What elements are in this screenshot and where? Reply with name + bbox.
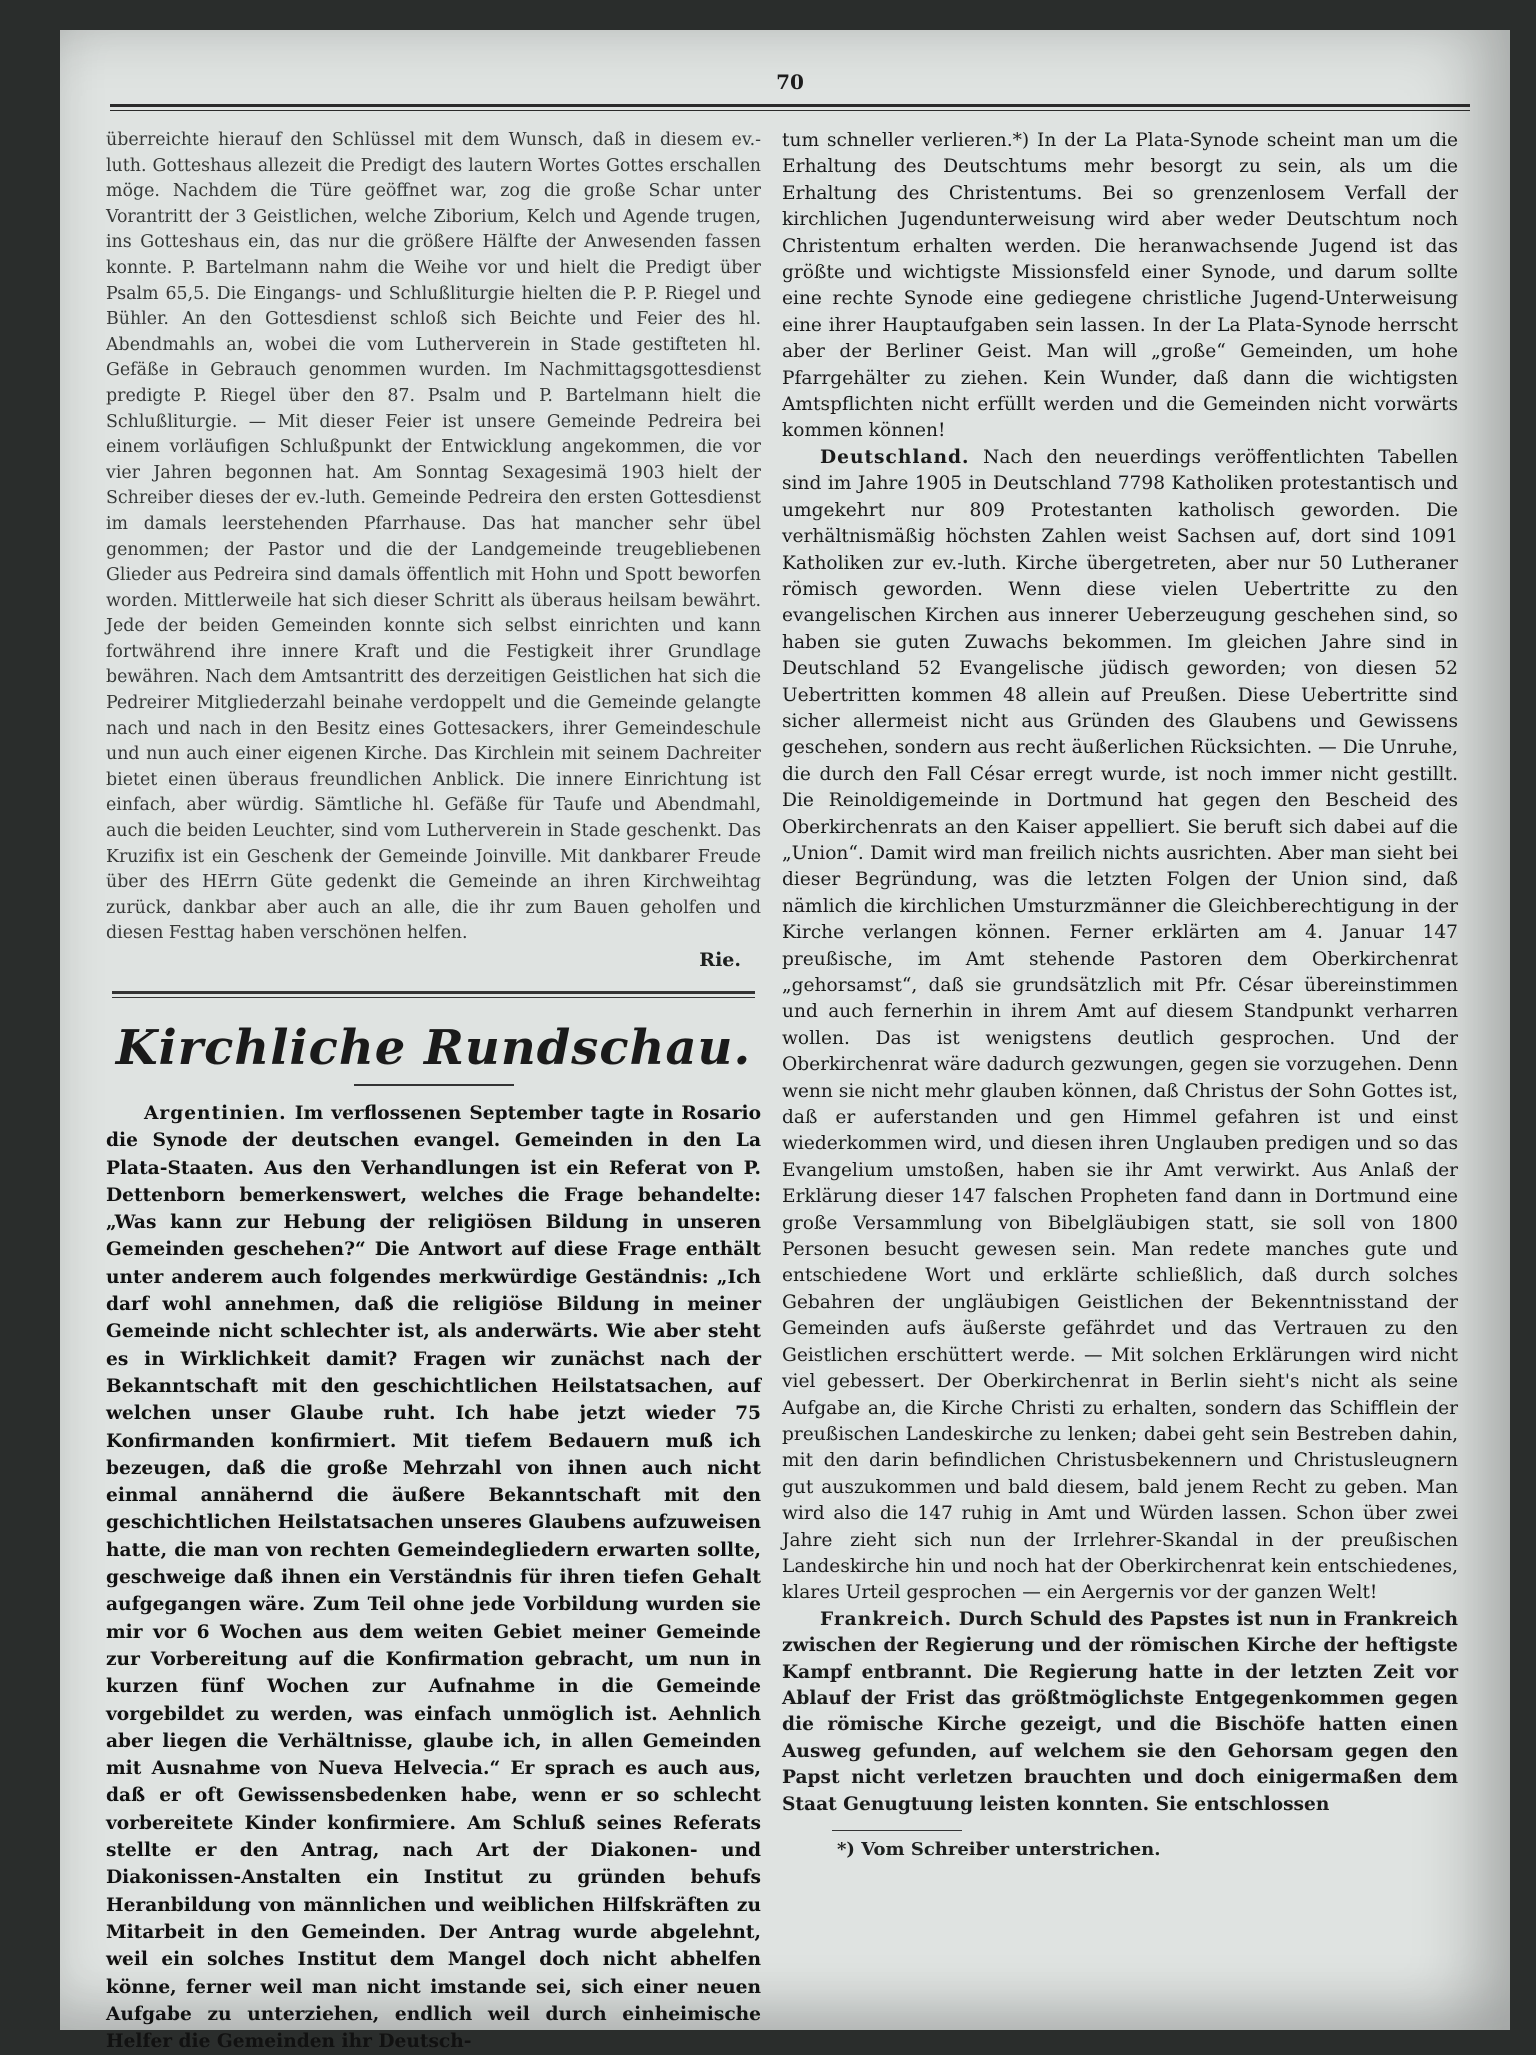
church-dedication-article	[106, 128, 761, 971]
frankreich-paragraph	[782, 1607, 1458, 1818]
argentinien-article	[106, 1100, 761, 2055]
footnote-rule	[832, 1830, 962, 1831]
deutschland-heading: Deutschland.	[820, 446, 970, 468]
left-column	[106, 128, 761, 2055]
footnote: *) Vom Schreiber unterstrichen.	[837, 1839, 1161, 1860]
deutschland-paragraph	[782, 445, 1458, 1607]
title-underline	[354, 1084, 514, 1086]
newspaper-page	[60, 30, 1510, 2053]
argentinien-heading: Argentinien.	[144, 1103, 287, 1124]
dedication-text: überreichte hierauf den Schlüssel mit dem Wunsch, daß in diesem ev.-luth. Gotteshaus allezeit die Predigt des lautern Wortes Gottes erschallen möge. Nachdem die Türe geöffnet war, zog die große Schar unter Vorantritt der 3 Geistlichen, welche Ziborium, Kelch und Agende trugen, ins Gotteshaus ein, das nur die größere Hälfte der Anwesenden fassen konnte. P. Bartelmann nahm die Weihe vor und hielt die Predigt über Psalm 65,5. Die Eingangs- und Schlußliturgie hielten die P. P. Riegel und Bühler. An den Gottesdienst schloß sich Beichte und Feier des hl. Abendmahls an, wobei die vom Lutherverein in Stade gestifteten hl. Gefäße in Gebrauch genommen wurden. Im Nachmittagsgottesdienst predigte P. Riegel über den 87. Psalm und P. Bartelmann hielt die Schlußliturgie. — Mit dieser Feier ist unsere Gemeinde Pedreira bei einem vorläufigen Schlußpunkt der Entwicklung angekommen, die vor vier Jahren begonnen hat. Am Sonntag Sexagesimä 1903 hielt der Schreiber dieses der ev.-luth. Gemeinde Pedreira den ersten Gottesdienst im damals leerstehenden Pfarrhause. Das hat mancher sehr übel genommen; der Pastor und die der Landgemeinde treugebliebenen Glieder aus Pedreira sind damals öffentlich mit Hohn und Spott beworfen worden. Mittlerweile hat sich dieser Schritt als überaus heilsam bewährt. Jede der beiden Gemeinden konnte sich selbst einrichten und kann fortwährend ihre innere Kraft und die Festigkeit ihrer Grundlage bewähren. Nach dem Amtsantritt des derzeitigen Geistlichen hat sich die Pedreirer Mitgliederzahl beinahe verdoppelt und die Gemeinde gelangte nach und nach in den Besitz eines Gottesackers, ihrer Gemeindeschule und nun auch einer eigenen Kirche. Das Kirchlein mit seinem Dachreiter bietet einen überaus freundlichen Anblick. Die innere Einrichtung ist einfach, aber würdig. Sämtliche hl. Gefäße für Taufe und Abendmahl, auch die beiden Leuchter, sind vom Lutherverein in Stade geschenkt. Das Kruzifix ist ein Geschenk der Gemeinde Joinville. Mit dankbarer Freude über des HErrn Güte gedenkt die Gemeinde an ihren Kirchweihtag zurück, dankbar aber auch an alle, die ihr zum Bauen geholfen und diesen Festtag haben verschönen helfen.	[106, 130, 761, 944]
argentinien-text: Im verflossenen September tagte in Rosario die Synode der deutschen evangel. Gemeinden in den La Plata-Staaten. Aus den Verhandlungen ist ein Referat von P. Dettenborn bemerkenswert, welches die Frage behandelte: „Was kann zur Hebung der religiösen Bildung in unseren Gemeinden geschehen?“ Die Antwort auf diese Frage enthält unter anderem auch folgendes merkwürdige Geständnis: „Ich darf wohl annehmen, daß die religiöse Bildung in meiner Gemeinde nicht schlechter ist, als anderwärts. Wie aber steht es in Wirklichkeit damit? Fragen wir zunächst nach der Bekanntschaft mit den geschichtlichen Heilstatsachen, auf welchen unser Glaube ruht. Ich habe jetzt wieder 75 Konfirmanden konfirmiert. Mit tiefem Bedauern muß ich bezeugen, daß die große Mehrzahl von ihnen auch nicht einmal annähernd die äußere Bekanntschaft mit den geschichtlichen Heilstatsachen unseres Glaubens aufzuweisen hatte, die man von rechten Gemeindegliedern erwarten sollte, geschweige daß ihnen ein Verständnis für ihren tiefen Gehalt aufgegangen wäre. Zum Teil ohne jede Vorbildung wurden sie mir vor 6 Wochen aus dem weiten Gebiet meiner Gemeinde zur Vorbereitung auf die Konfirmation gebracht, um nun in kurzen fünf Wochen zur Aufnahme in die Gemeinde vorgebildet zu werden, was einfach unmöglich ist. Aehnlich aber liegen die Verhältnisse, glaube ich, in allen Gemeinden mit Ausnahme von Nueva Helvecia.“ Er sprach es auch aus, daß er oft Gewissensbedenken habe, wenn er so schlecht vorbereitete Kinder konfirmiere. Am Schluß seines Referats stellte er den Antrag, nach Art der Diakonen- und Diakonissen-Anstalten ein Institut zu gründen behufs Heranbildung von männlichen und weiblichen Hilfskräften zu Mitarbeit in den Gemeinden. Der Antrag wurde abgelehnt, weil ein solches Institut dem Mangel doch nicht abhelfen könne, ferner weil man nicht imstande sei, sich einer neuen Aufgabe zu unterziehen, endlich weil durch einheimische Helfer die Gemeinden ihr Deutsch-	[106, 1103, 761, 2053]
right-column	[782, 128, 1458, 1860]
header-rule	[110, 104, 1470, 111]
frankreich-text: Durch Schuld des Papstes ist nun in Frankreich zwischen der Regierung und der römischen Kirche der heftigste Kampf entbrannt. Die Regierung hatte in der letzten Zeit vor Ablauf der Frist das größtmöglichste Entgegenkommen gegen die römische Kirche gezeigt, und die Bischöfe hatten einen Ausweg gefunden, auf welchem sie den Gehorsam gegen den Papst nicht verletzen brauchten und doch einigermaßen dem Staat Genugtuung leisten konnten. Sie entschlossen	[782, 1608, 1458, 1815]
la-plata-continuation: tum schneller verlieren.*) In der La Plata-Synode scheint man um die Erhaltung des Deutschtums mehr besorgt zu sein, als um die Erhaltung des Christentums. Bei so grenzenlosem Verfall der kirchlichen Jugendunterweisung wird aber weder Deutschtum noch Christentum erhalten werden. Die heranwachsende Jugend ist das größte und wichtigste Missionsfeld einer Synode, und darum sollte eine rechte Synode eine gediegene christliche Jugend-Unterweisung eine ihrer Hauptaufgaben sein lassen. In der La Plata-Synode herrscht aber der Berliner Geist. Man will „große“ Gemeinden, um hohe Pfarrgehälter zu ziehen. Kein Wunder, daß dann die wichtigsten Amtspflichten nicht erfüllt werden und die Gemeinden nicht vorwärts kommen können!	[782, 130, 1458, 442]
section-rule	[112, 991, 755, 998]
page-header	[110, 70, 1470, 111]
argentinien-paragraph	[106, 1100, 761, 2055]
section-title: Kirchliche Rundschau.	[115, 1020, 752, 1076]
frankreich-heading: Frankreich.	[820, 1608, 953, 1630]
deutschland-text: Nach den neuerdings veröffentlichten Tabellen sind im Jahre 1905 in Deutschland 7798 Katholiken protestantisch und umgekehrt nur 809 Protestanten katholisch geworden. Die verhältnismäßig höchsten Zahlen weist Sachsen auf, dort sind 1091 Katholiken zur ev.-luth. Kirche übergetreten, aber nur 50 Lutheraner römisch geworden. Wenn diese vielen Uebertritte zu den evangelischen Kirchen aus innerer Ueberzeugung geschehen sind, so haben sie guten Zuwachs bekommen. Im gleichen Jahre sind in Deutschland 52 Evangelische jüdisch geworden; von diesen 52 Uebertritten kommen 48 allein auf Preußen. Diese Uebertritte sind sicher allermeist nicht aus Gründen des Glaubens und Gewissens geschehen, sondern aus recht äußerlichen Rücksichten. — Die Unruhe, die durch den Fall César erregt wurde, ist noch immer nicht gestillt. Die Reinoldigemeinde in Dortmund hat gegen den Bescheid des Oberkirchenrats an den Kaiser appelliert. Sie beruft sich dabei auf die „Union“. Damit wird man freilich nichts ausrichten. Aber man sieht bei dieser Begründung, was die letzten Folgen der Union sind, daß nämlich die kirchlichen Umsturzmänner die Gleichberechtigung in der Kirche verlangen können. Ferner erklärten am 4. Januar 147 preußische, im Amt stehende Pastoren dem Oberkirchenrat „gehorsamst“, daß sie grundsätzlich mit Pfr. César übereinstimmen und auch fernerhin in ihrem Amt auf diesem Standpunkt verharren wollen. Das ist wenigstens deutlich gesprochen. Und der Oberkirchenrat wäre dadurch gezwungen, gegen sie vorzugehen. Denn wenn sie nicht mehr glauben können, daß Christus der Sohn Gottes ist, daß er auferstanden und gen Himmel gefahren ist und einst wiederkommen wird, und diesen ihren Unglauben predigen und so das Evangelium umstoßen, haben sie ihr Amt verwirkt. Aus Anlaß der Erklärung dieser 147 falschen Propheten fand dann in Dortmund eine große Versammlung von Bibelgläubigen statt, sie soll von 1800 Personen besucht gewesen sein. Man redete manches gute und entschiedene Wort und erklärte schließlich, daß durch solches Gebahren der ungläubigen Geistlichen der Bekenntnisstand der Gemeinden aufs äußerste gefährdet und das Vertrauen zu den Geistlichen erschüttert werde. — Mit solchen Erklärungen wird nicht viel gebessert. Der Oberkirchenrat in Berlin sieht's nicht als seine Aufgabe an, die Kirche Christi zu erhalten, sondern das Schifflein der preußischen Landeskirche zu lenken; dabei geht sein Bestreben dahin, mit den darin befindlichen Christusbekennern und Christusleugnern gut auszukommen und bald diesem, bald jenem Recht zu geben. Man wird also die 147 ruhig in Amt und Würden lassen. Schon über zwei Jahre zieht sich nun der Irrlehrer-Skandal in der preußischen Landeskirche hin und noch hat der Oberkirchenrat kein entschiedenes, klares Urteil gesprochen — ein Aergernis vor der ganzen Welt!	[782, 446, 1458, 1604]
author-signature: Rie.	[699, 949, 741, 971]
page-number: 70	[776, 70, 804, 94]
